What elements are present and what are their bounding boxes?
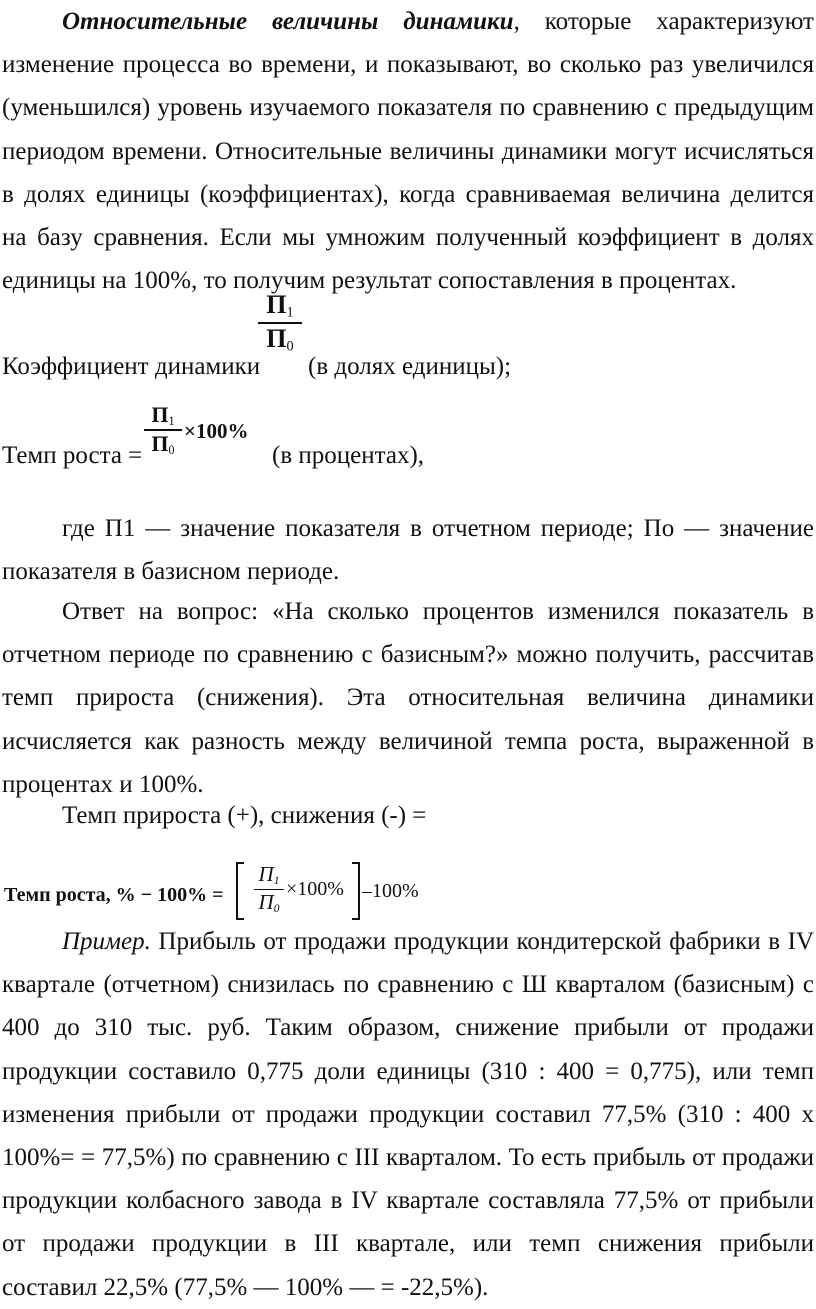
example-paragraph bbox=[2, 920, 814, 1309]
growth-rate-formula bbox=[144, 404, 182, 456]
formula-numerator: $П_1$ bbox=[258, 862, 280, 887]
increment-formula bbox=[0, 860, 440, 924]
coefficient-label: Коэффициент динамики bbox=[2, 353, 261, 380]
left-bracket bbox=[236, 862, 244, 920]
formula-numerator: $П_1$ bbox=[266, 290, 294, 321]
formula-fraction bbox=[254, 864, 284, 916]
formula-tail: –100% bbox=[362, 880, 419, 902]
formula-left: Темп роста, % − 100% = bbox=[4, 884, 224, 906]
coefficient-formula bbox=[258, 292, 302, 354]
formula-denominator: $П_0$ bbox=[266, 323, 294, 355]
coefficient-note: (в долях единицы); bbox=[308, 353, 512, 380]
definitions-paragraph: где П1 — значение показателя в отчетном периоде; По — значение показателя в базисном периоде. bbox=[2, 515, 814, 586]
question-paragraph: Ответ на вопрос: «На сколько процентов изменился показатель в отчетном периоде по сравнению с базисным?» можно получить, рассчитав темп прироста (снижения). Эта относительная величина динамики исчисляется как разность между величиной темпа роста, выраженной в процентах и 100%. bbox=[2, 598, 814, 798]
formula-denominator: $П_0$ bbox=[151, 431, 175, 458]
bracket-group bbox=[236, 862, 360, 920]
formula-multiplier: ×100% bbox=[286, 878, 344, 900]
right-bracket bbox=[352, 862, 360, 920]
increment-label: Темп прироста (+), снижения (-) = bbox=[62, 802, 427, 829]
formula-numerator: $П_1$ bbox=[151, 402, 175, 429]
example-lead: Пример. bbox=[62, 928, 151, 955]
example-text: Прибыль от продажи продукции кондитерской фабрики в IV квартале (отчетном) снизилась по сравнению с Ш кварталом (базисным) с 400 до 310 тыс. руб. Таким образом, снижение прибыли от продажи продукции составило 0,775 доли единицы (310 : 400 = 0,775), или темп изменения прибыли от продажи продукции составил 77,5% (310 : 400 х 100%= = 77,5%) по сравнению с III кварталом. То есть прибыль от продажи продукции колбасного завода в IV квартале составляла 77,5% от прибыли от продажи продукции в III квартале, или темп снижения прибыли составил 22,5% (77,5% — 100% — = -22,5%). bbox=[2, 928, 814, 1301]
growth-rate-label: Темп роста = bbox=[2, 442, 143, 469]
intro-text: , которые характеризуют изменение процесса во времени, и показывают, во сколько раз увеличился (уменьшился) уровень изучаемого показателя по сравнению с предыдущим периодом времени. Относительные величины динамики могут исчисляться в долях единицы (коэффициентах), когда сравниваемая величина делится на базу сравнения. Если мы умножим полученный коэффициент в долях единицы на 100%, то получим результат сопоставления в процентах. bbox=[2, 8, 814, 295]
defined-term: Относительные величины динамики bbox=[62, 8, 514, 35]
formula-denominator: $П_0$ bbox=[258, 890, 280, 916]
intro-paragraph bbox=[2, 0, 814, 302]
multiplier: ×100% bbox=[184, 419, 249, 443]
growth-rate-note: (в процентах), bbox=[272, 442, 425, 469]
